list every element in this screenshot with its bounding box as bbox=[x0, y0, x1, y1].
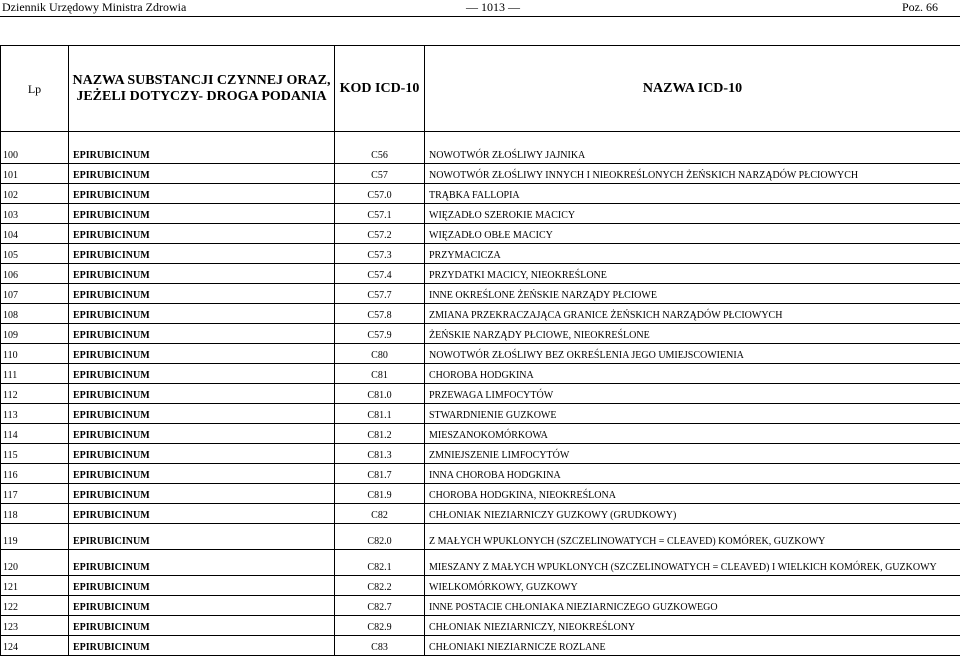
table-header-row bbox=[1, 46, 960, 132]
cell-lp: 105 bbox=[1, 244, 69, 264]
table-row bbox=[1, 324, 960, 344]
cell-lp: 102 bbox=[1, 184, 69, 204]
cell-lp: 111 bbox=[1, 364, 69, 384]
cell-lp: 117 bbox=[1, 484, 69, 504]
cell-lp: 115 bbox=[1, 444, 69, 464]
cell-lp: 122 bbox=[1, 596, 69, 616]
cell-code: C57.1 bbox=[335, 204, 425, 224]
cell-name: NOWOTWÓR ZŁOŚLIWY INNYCH I NIEOKREŚLONYCH ŻEŃSKICH NARZĄDÓW PŁCIOWYCH bbox=[425, 164, 960, 184]
cell-substance: EPIRUBICINUM bbox=[69, 224, 335, 244]
cell-name: PRZYMACICZA bbox=[425, 244, 960, 264]
column-header-name: NAZWA ICD-10 bbox=[425, 46, 960, 132]
table-row bbox=[1, 264, 960, 284]
cell-name: PRZYDATKI MACICY, NIEOKREŚLONE bbox=[425, 264, 960, 284]
table-row bbox=[1, 524, 960, 550]
cell-code: C81.7 bbox=[335, 464, 425, 484]
table-row bbox=[1, 636, 960, 656]
cell-substance: EPIRUBICINUM bbox=[69, 616, 335, 636]
cell-lp: 104 bbox=[1, 224, 69, 244]
table-row bbox=[1, 424, 960, 444]
cell-code: C57.8 bbox=[335, 304, 425, 324]
table-row bbox=[1, 550, 960, 576]
cell-name: Z MAŁYCH WPUKLONYCH (SZCZELINOWATYCH = CLEAVED) KOMÓREK, GUZKOWY bbox=[425, 524, 960, 550]
table-row bbox=[1, 384, 960, 404]
position-number: Poz. 66 bbox=[902, 0, 938, 14]
cell-substance: EPIRUBICINUM bbox=[69, 576, 335, 596]
cell-substance: EPIRUBICINUM bbox=[69, 484, 335, 504]
table-row bbox=[1, 164, 960, 184]
cell-name: STWARDNIENIE GUZKOWE bbox=[425, 404, 960, 424]
table-row bbox=[1, 464, 960, 484]
icd-table bbox=[0, 45, 960, 656]
column-header-lp: Lp bbox=[1, 46, 69, 132]
cell-name: CHŁONIAK NIEZIARNICZY GUZKOWY (GRUDKOWY) bbox=[425, 504, 960, 524]
cell-code: C57.2 bbox=[335, 224, 425, 244]
journal-title: Dziennik Urzędowy Ministra Zdrowia bbox=[2, 0, 186, 14]
cell-substance: EPIRUBICINUM bbox=[69, 184, 335, 204]
cell-substance: EPIRUBICINUM bbox=[69, 424, 335, 444]
cell-name: INNE OKREŚLONE ŻEŃSKIE NARZĄDY PŁCIOWE bbox=[425, 284, 960, 304]
cell-code: C80 bbox=[335, 344, 425, 364]
table-row bbox=[1, 184, 960, 204]
table-row bbox=[1, 444, 960, 464]
cell-substance: EPIRUBICINUM bbox=[69, 596, 335, 616]
cell-code: C82.1 bbox=[335, 550, 425, 576]
cell-substance: EPIRUBICINUM bbox=[69, 244, 335, 264]
table-row bbox=[1, 224, 960, 244]
cell-lp: 113 bbox=[1, 404, 69, 424]
cell-name: MIESZANY Z MAŁYCH WPUKLONYCH (SZCZELINOWATYCH = CLEAVED) I WIELKICH KOMÓREK, GUZKOWY bbox=[425, 550, 960, 576]
cell-name: ZMIANA PRZEKRACZAJĄCA GRANICE ŻEŃSKICH NARZĄDÓW PŁCIOWYCH bbox=[425, 304, 960, 324]
cell-substance: EPIRUBICINUM bbox=[69, 284, 335, 304]
table-row bbox=[1, 304, 960, 324]
cell-substance: EPIRUBICINUM bbox=[69, 324, 335, 344]
cell-code: C57.0 bbox=[335, 184, 425, 204]
cell-substance: EPIRUBICINUM bbox=[69, 524, 335, 550]
cell-substance: EPIRUBICINUM bbox=[69, 464, 335, 484]
cell-lp: 118 bbox=[1, 504, 69, 524]
cell-code: C56 bbox=[335, 132, 425, 164]
cell-lp: 108 bbox=[1, 304, 69, 324]
cell-lp: 114 bbox=[1, 424, 69, 444]
cell-code: C82.0 bbox=[335, 524, 425, 550]
cell-substance: EPIRUBICINUM bbox=[69, 264, 335, 284]
cell-substance: EPIRUBICINUM bbox=[69, 164, 335, 184]
cell-code: C82.2 bbox=[335, 576, 425, 596]
cell-substance: EPIRUBICINUM bbox=[69, 204, 335, 224]
cell-lp: 121 bbox=[1, 576, 69, 596]
cell-lp: 110 bbox=[1, 344, 69, 364]
table-row bbox=[1, 344, 960, 364]
cell-code: C82.7 bbox=[335, 596, 425, 616]
cell-code: C81.1 bbox=[335, 404, 425, 424]
cell-lp: 103 bbox=[1, 204, 69, 224]
table-body bbox=[1, 132, 960, 656]
cell-substance: EPIRUBICINUM bbox=[69, 364, 335, 384]
table-row bbox=[1, 364, 960, 384]
cell-code: C82.9 bbox=[335, 616, 425, 636]
cell-lp: 123 bbox=[1, 616, 69, 636]
table-row bbox=[1, 244, 960, 264]
cell-name: TRĄBKA FALLOPIA bbox=[425, 184, 960, 204]
cell-name: CHŁONIAK NIEZIARNICZY, NIEOKREŚLONY bbox=[425, 616, 960, 636]
cell-name: ZMNIEJSZENIE LIMFOCYTÓW bbox=[425, 444, 960, 464]
table-row bbox=[1, 404, 960, 424]
cell-name: INNA CHOROBA HODGKINA bbox=[425, 464, 960, 484]
cell-name: WIĘZADŁO OBŁE MACICY bbox=[425, 224, 960, 244]
cell-substance: EPIRUBICINUM bbox=[69, 444, 335, 464]
table-row bbox=[1, 284, 960, 304]
cell-lp: 101 bbox=[1, 164, 69, 184]
cell-substance: EPIRUBICINUM bbox=[69, 384, 335, 404]
cell-code: C83 bbox=[335, 636, 425, 656]
cell-name: CHŁONIAKI NIEZIARNICZE ROZLANE bbox=[425, 636, 960, 656]
cell-code: C57 bbox=[335, 164, 425, 184]
cell-name: NOWOTWÓR ZŁOŚLIWY BEZ OKREŚLENIA JEGO UMIEJSCOWIENIA bbox=[425, 344, 960, 364]
table-row bbox=[1, 484, 960, 504]
cell-name: MIESZANOKOMÓRKOWA bbox=[425, 424, 960, 444]
page-number: — 1013 — bbox=[466, 0, 520, 14]
header-rule bbox=[0, 16, 960, 17]
cell-name: INNE POSTACIE CHŁONIAKA NIEZIARNICZEGO GUZKOWEGO bbox=[425, 596, 960, 616]
cell-code: C82 bbox=[335, 504, 425, 524]
table-row bbox=[1, 132, 960, 164]
cell-name: NOWOTWÓR ZŁOŚLIWY JAJNIKA bbox=[425, 132, 960, 164]
cell-code: C81.2 bbox=[335, 424, 425, 444]
cell-lp: 106 bbox=[1, 264, 69, 284]
cell-name: CHOROBA HODGKINA bbox=[425, 364, 960, 384]
cell-name: WIĘZADŁO SZEROKIE MACICY bbox=[425, 204, 960, 224]
cell-code: C81.0 bbox=[335, 384, 425, 404]
cell-lp: 109 bbox=[1, 324, 69, 344]
cell-code: C57.7 bbox=[335, 284, 425, 304]
cell-lp: 107 bbox=[1, 284, 69, 304]
column-header-substance-line2: JEŻELI DOTYCZY- DROGA PODANIA bbox=[69, 89, 334, 105]
cell-name: PRZEWAGA LIMFOCYTÓW bbox=[425, 384, 960, 404]
cell-code: C81.9 bbox=[335, 484, 425, 504]
column-header-substance-line1: NAZWA SUBSTANCJI CZYNNEJ ORAZ, bbox=[69, 73, 334, 89]
cell-lp: 112 bbox=[1, 384, 69, 404]
cell-substance: EPIRUBICINUM bbox=[69, 550, 335, 576]
cell-code: C81.3 bbox=[335, 444, 425, 464]
cell-substance: EPIRUBICINUM bbox=[69, 132, 335, 164]
cell-substance: EPIRUBICINUM bbox=[69, 404, 335, 424]
page-header bbox=[0, 0, 960, 14]
cell-code: C57.9 bbox=[335, 324, 425, 344]
cell-substance: EPIRUBICINUM bbox=[69, 636, 335, 656]
table-row bbox=[1, 576, 960, 596]
column-header-code: KOD ICD-10 bbox=[335, 46, 425, 132]
cell-name: WIELKOMÓRKOWY, GUZKOWY bbox=[425, 576, 960, 596]
cell-substance: EPIRUBICINUM bbox=[69, 344, 335, 364]
column-header-substance bbox=[69, 46, 335, 132]
cell-code: C57.3 bbox=[335, 244, 425, 264]
cell-code: C57.4 bbox=[335, 264, 425, 284]
cell-lp: 116 bbox=[1, 464, 69, 484]
cell-substance: EPIRUBICINUM bbox=[69, 304, 335, 324]
cell-code: C81 bbox=[335, 364, 425, 384]
table-row bbox=[1, 204, 960, 224]
table-row bbox=[1, 596, 960, 616]
cell-lp: 124 bbox=[1, 636, 69, 656]
cell-lp: 120 bbox=[1, 550, 69, 576]
cell-lp: 119 bbox=[1, 524, 69, 550]
cell-name: ŻEŃSKIE NARZĄDY PŁCIOWE, NIEOKREŚLONE bbox=[425, 324, 960, 344]
cell-lp: 100 bbox=[1, 132, 69, 164]
cell-name: CHOROBA HODGKINA, NIEOKREŚLONA bbox=[425, 484, 960, 504]
cell-substance: EPIRUBICINUM bbox=[69, 504, 335, 524]
table-row bbox=[1, 504, 960, 524]
table-row bbox=[1, 616, 960, 636]
